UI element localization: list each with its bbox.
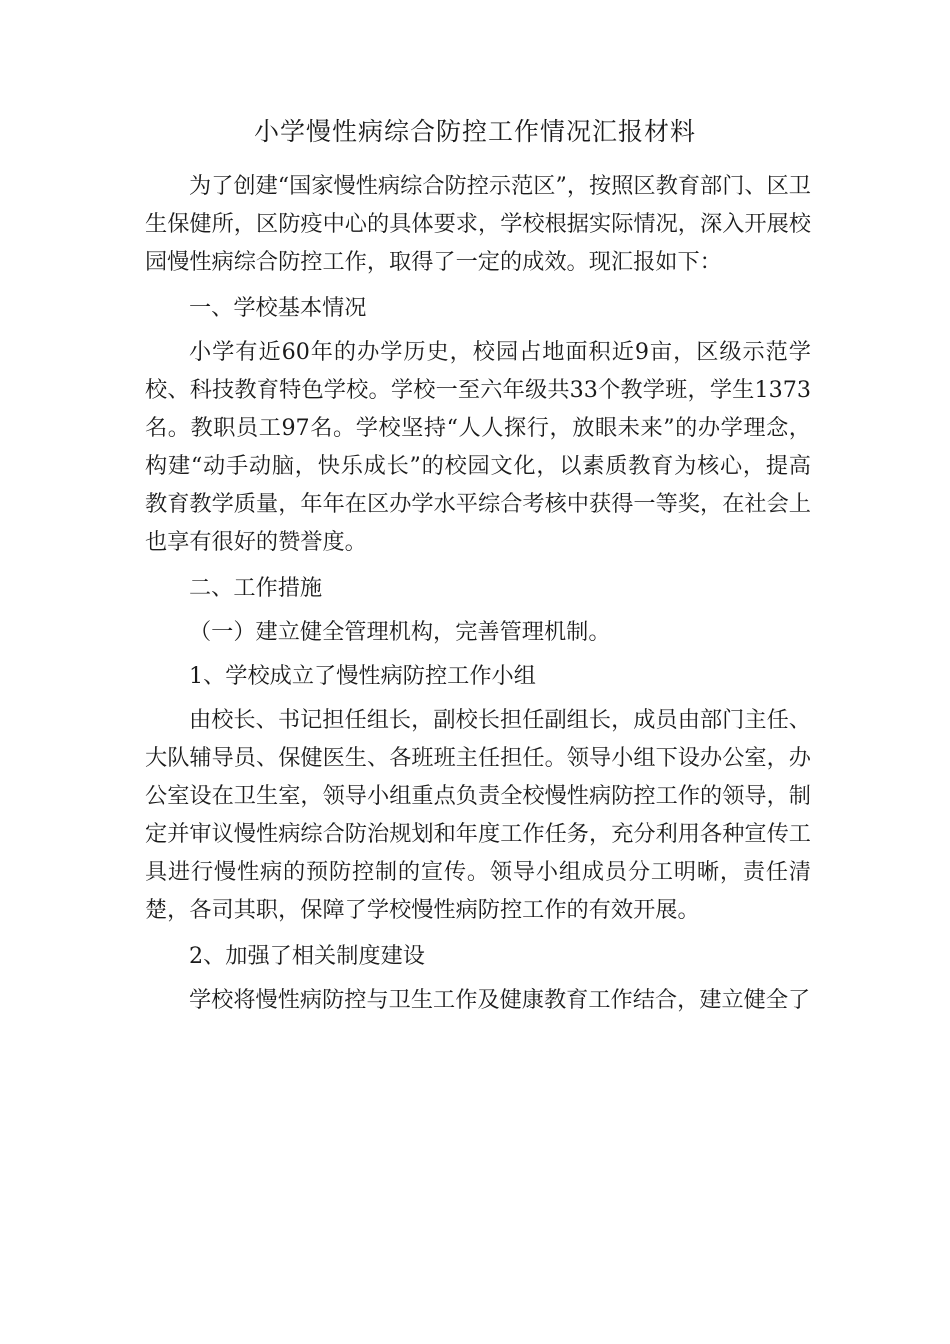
intro-paragraph: 为了创建“国家慢性病综合防控示范区”，按照区教育部门、区卫生保健所，区防疫中心的具体要求，学校根据实际情况，深入开展校园慢性病综合防控工作，取得了一定的成效。现汇报如下： bbox=[145, 173, 811, 275]
document-body bbox=[145, 167, 811, 1027]
section-heading-work-measures: 二、工作措施 bbox=[189, 575, 323, 601]
document-title: 小学慢性病综合防控工作情况汇报材料 bbox=[253, 117, 696, 146]
subsection-heading-management: （一）建立健全管理机构，完善管理机制。 bbox=[189, 619, 611, 645]
working-group-paragraph: 由校长、书记担任组长，副校长担任副组长，成员由部门主任、大队辅导员、保健医生、各班班主任担任。领导小组下设办公室，办公室设在卫生室，领导小组重点负责全校慢性病防控工作的领导，制定并审议慢性病综合防治规划和年度工作任务，充分利用各种宣传工具进行慢性病的预防控制的宣传。领导小组成员分工明晰，责任清楚，各司其职，保障了学校慢性病防控工作的有效开展。 bbox=[145, 707, 811, 923]
item-heading-system-building: 2、加强了相关制度建设 bbox=[189, 943, 425, 969]
item-heading-working-group: 1、学校成立了慢性病防控工作小组 bbox=[189, 663, 536, 689]
section-heading-school-basic-info: 一、学校基本情况 bbox=[189, 295, 367, 321]
school-info-paragraph: 小学有近60年的办学历史，校园占地面积近9亩，区级示范学校、科技教育特色学校。学校一至六年级共33个教学班，学生1373名。教职员工97名。学校坚持“人人探行，放眼未来”的办学理念，构建“动手动脑，快乐成长”的校园文化，以素质教育为核心，提高教育教学质量，年年在区办学水平综合考核中获得一等奖，在社会上也享有很好的赞誉度。 bbox=[145, 339, 811, 555]
system-building-paragraph: 学校将慢性病防控与卫生工作及健康教育工作结合，建立健全了 bbox=[189, 987, 811, 1013]
